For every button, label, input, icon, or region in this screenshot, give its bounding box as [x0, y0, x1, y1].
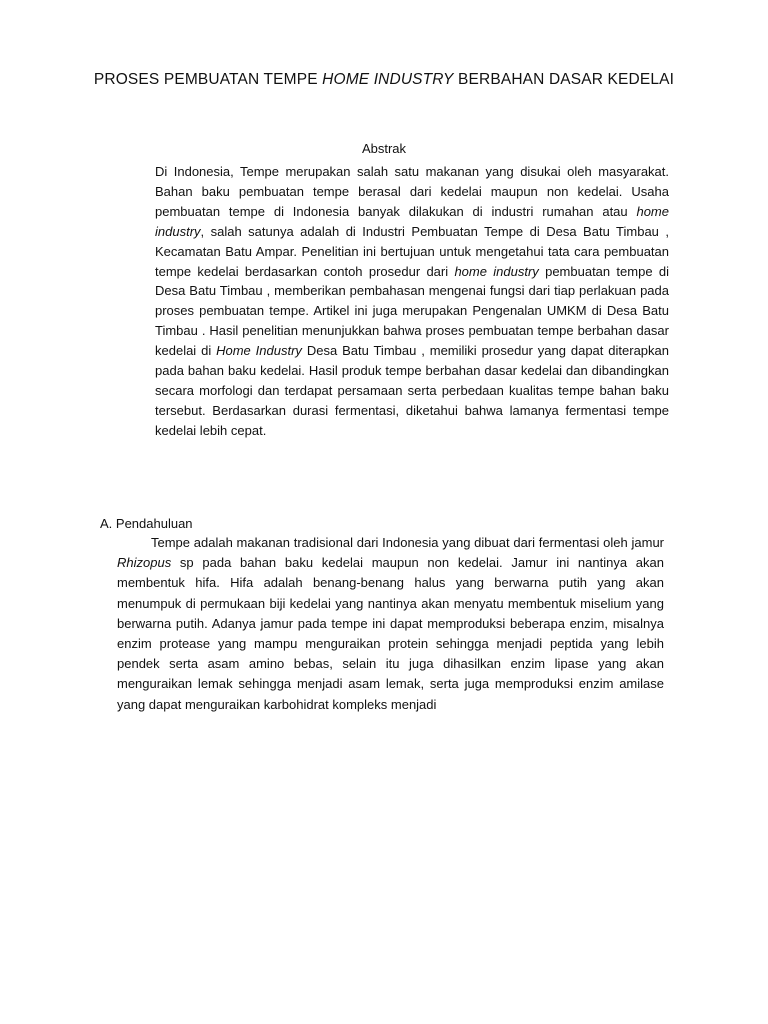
section-italic-term: Rhizopus	[117, 555, 172, 571]
abstract-text: , salah satunya adalah di Industri Pembuatan Tempe di Desa Batu Timbau , Kecamatan Batu Ampar. Penelitian ini bertujuan untuk mengetahui tata cara pembuatan tempe kedelai berdasarkan contoh prosedur dari	[155, 223, 669, 279]
abstract-italic-term: home industry	[454, 263, 539, 279]
title-italic-text: HOME INDUSTRY	[322, 71, 454, 88]
abstract-italic-term: Home Industry	[216, 343, 302, 359]
title-text-end: BERBAHAN DASAR KEDELAI	[453, 71, 675, 88]
title-text: PROSES PEMBUATAN TEMPE	[93, 71, 323, 88]
abstract-paragraph	[155, 162, 669, 441]
section-text: sp pada bahan baku kedelai maupun non kedelai. Jamur ini nantinya akan membentuk hifa. Hifa adalah benang-benang halus yang berwarna putih yang akan menumpuk di permukaan biji kedelai yang nantinya akan menyatu membentuk miselium yang berwarna putih. Adanya jamur pada tempe ini dapat memproduksi beberapa enzim, misalnya enzim protease yang mampu menguraikan protein sehingga menjadi peptida yang lebih pendek serta asam amino bebas, selain itu juga dihasilkan enzim lipase yang akan menguraikan lemak sehingga menjadi asam lemak, serta juga memproduksi enzim amilase yang dapat menguraikan karbohidrat kompleks menjadi	[117, 555, 664, 712]
abstract-heading: Abstrak	[361, 141, 407, 156]
section-text: Tempe adalah makanan tradisional dari Indonesia yang dibuat dari fermentasi oleh jamur	[151, 535, 664, 550]
document-title	[60, 68, 708, 91]
abstract-text: pembuatan tempe di Desa Batu Timbau , memberikan pembahasan mengenai fungsi dari tiap perlakuan pada proses pembuatan tempe. Artikel ini juga merupakan Pengenalan UMKM di Desa Batu Timbau . Hasil penelitian menunjukkan bahwa proses pembuatan tempe berbahan dasar kedelai di	[155, 263, 669, 359]
abstract-text: Di Indonesia, Tempe merupakan salah satu makanan yang disukai oleh masyarakat. Bahan baku pembuatan tempe berasal dari kedelai maupun non kedelai. Usaha pembuatan tempe di Indonesia banyak dilakukan di industri rumahan atau	[155, 164, 669, 219]
section-heading: A. Pendahuluan	[100, 516, 193, 531]
section-paragraph	[117, 533, 664, 715]
abstract-text: Desa Batu Timbau , memiliki prosedur yang dapat diterapkan pada bahan baku kedelai. Hasil produk tempe berbahan dasar kedelai dan dibandingkan secara morfologi dan terdapat persamaan serta perbedaan kualitas tempe bahan baku tersebut. Berdasarkan durasi fermentasi, diketahui bahwa lamanya fermentasi tempe kedelai lebih cepat.	[155, 343, 669, 438]
abstract-italic-term: home industry	[155, 203, 669, 239]
